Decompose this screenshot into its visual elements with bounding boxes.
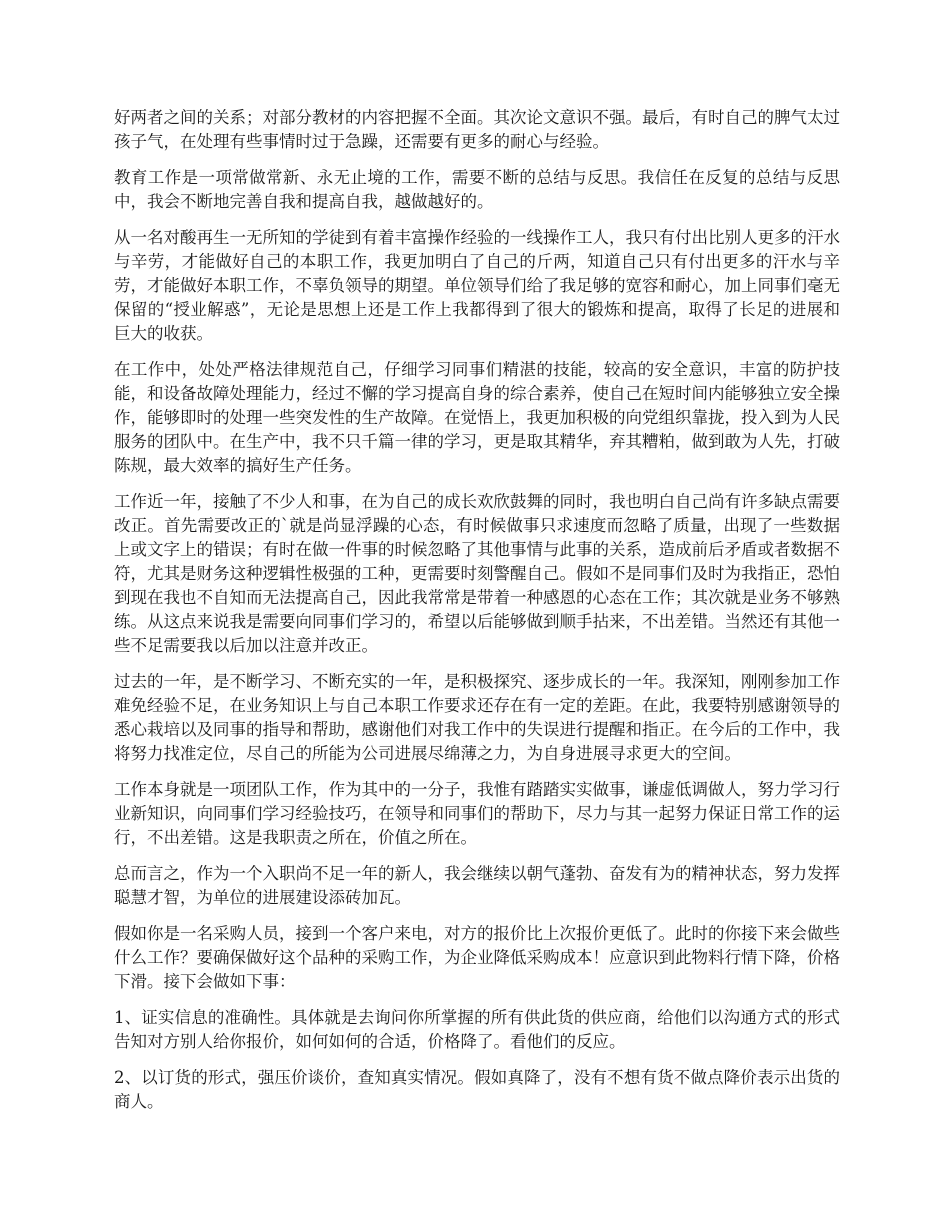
- paragraph-3: 从一名对酸再生一无所知的学徒到有着丰富操作经验的一线操作工人，我只有付出比别人更多的汗水与辛劳，才能做好自己的本职工作，我更加明白了自己的斤两，知道自己只有付出更多的汗水与辛劳，才能做好本职工作，不辜负领导的期望。单位领导们给了我足够的宽容和耐心，加上同事们毫无保留的“授业解惑”，无论是思想上还是工作上我都得到了很大的锻炼和提高，取得了长足的进展和巨大的收获。: [114, 228, 840, 343]
- paragraph-9: 假如你是一名采购人员，接到一个客户来电，对方的报价比上次报价更低了。此时的你接下来会做些什么工作？要确保做好这个品种的采购工作，为企业降低采购成本！应意识到此物料行情下降，价格下滑。接下会做如下事：: [114, 924, 840, 991]
- paragraph-5: 工作近一年，接触了不少人和事，在为自己的成长欢欣鼓舞的同时，我也明白自己尚有许多缺点需要改正。首先需要改正的`就是尚显浮躁的心态，有时候做事只求速度而忽略了质量，出现了一些数据上或文字上的错误；有时在做一件事的时候忽略了其他事情与此事的关系，造成前后矛盾或者数据不符，尤其是财务这种逻辑性极强的工种，更需要时刻警醒自己。假如不是同事们及时为我指正，恐怕到现在我也不自知而无法提高自己，因此我常常是带着一种感恩的心态在工作；其次就是业务不够熟练。从这点来说我是需要向同事们学习的，希望以后能够做到顺手拈来，不出差错。当然还有其他一些不足需要我以后加以注意并改正。: [114, 492, 840, 655]
- paragraph-7: 工作本身就是一项团队工作，作为其中的一分子，我惟有踏踏实实做事，谦虚低调做人，努力学习行业新知识，向同事们学习经验技巧，在领导和同事们的帮助下，尽力与其一起努力保证日常工作的运行，不出差错。这是我职责之所在，价值之所在。: [114, 780, 840, 847]
- paragraph-6: 过去的一年，是不断学习、不断充实的一年，是积极探究、逐步成长的一年。我深知，刚刚参加工作难免经验不足，在业务知识上与自己本职工作要求还存在有一定的差距。在此，我要特别感谢领导的悉心栽培以及同事的指导和帮助，感谢他们对我工作中的失误进行提醒和指正。在今后的工作中，我将努力找准定位，尽自己的所能为公司进展尽绵薄之力，为自身进展寻求更大的空间。: [114, 672, 840, 763]
- paragraph-4: 在工作中，处处严格法律规范自己，仔细学习同事们精湛的技能，较高的安全意识，丰富的防护技能，和设备故障处理能力，经过不懈的学习提高自身的综合素养，使自己在短时间内能够独立安全操作，能够即时的处理一些突发性的生产故障。在觉悟上，我更加积极的向党组织靠拢，投入到为人民服务的团队中。在生产中，我不只千篇一律的学习，更是取其精华，弃其糟粕，做到敢为人先，打破陈规，最大效率的搞好生产任务。: [114, 360, 840, 475]
- document-body: [114, 106, 840, 1126]
- paragraph-11: 2、以订货的形式，强压价谈价，查知真实情况。假如真降了，没有不想有货不做点降价表示出货的商人。: [114, 1068, 840, 1111]
- paragraph-1: 好两者之间的关系；对部分教材的内容把握不全面。其次论文意识不强。最后，有时自己的脾气太过孩子气，在处理有些事情时过于急躁，还需要有更多的耐心与经验。: [114, 108, 840, 151]
- paragraph-2: 教育工作是一项常做常新、永无止境的工作，需要不断的总结与反思。我信任在反复的总结与反思中，我会不断地完善自我和提高自我，越做越好的。: [114, 168, 840, 211]
- paragraph-10: 1、证实信息的准确性。具体就是去询问你所掌握的所有供此货的供应商，给他们以沟通方式的形式告知对方别人给你报价，如何如何的合适，价格降了。看他们的反应。: [114, 1008, 840, 1051]
- paragraph-8: 总而言之，作为一个入职尚不足一年的新人，我会继续以朝气蓬勃、奋发有为的精神状态，努力发挥聪慧才智，为单位的进展建设添砖加瓦。: [114, 864, 840, 907]
